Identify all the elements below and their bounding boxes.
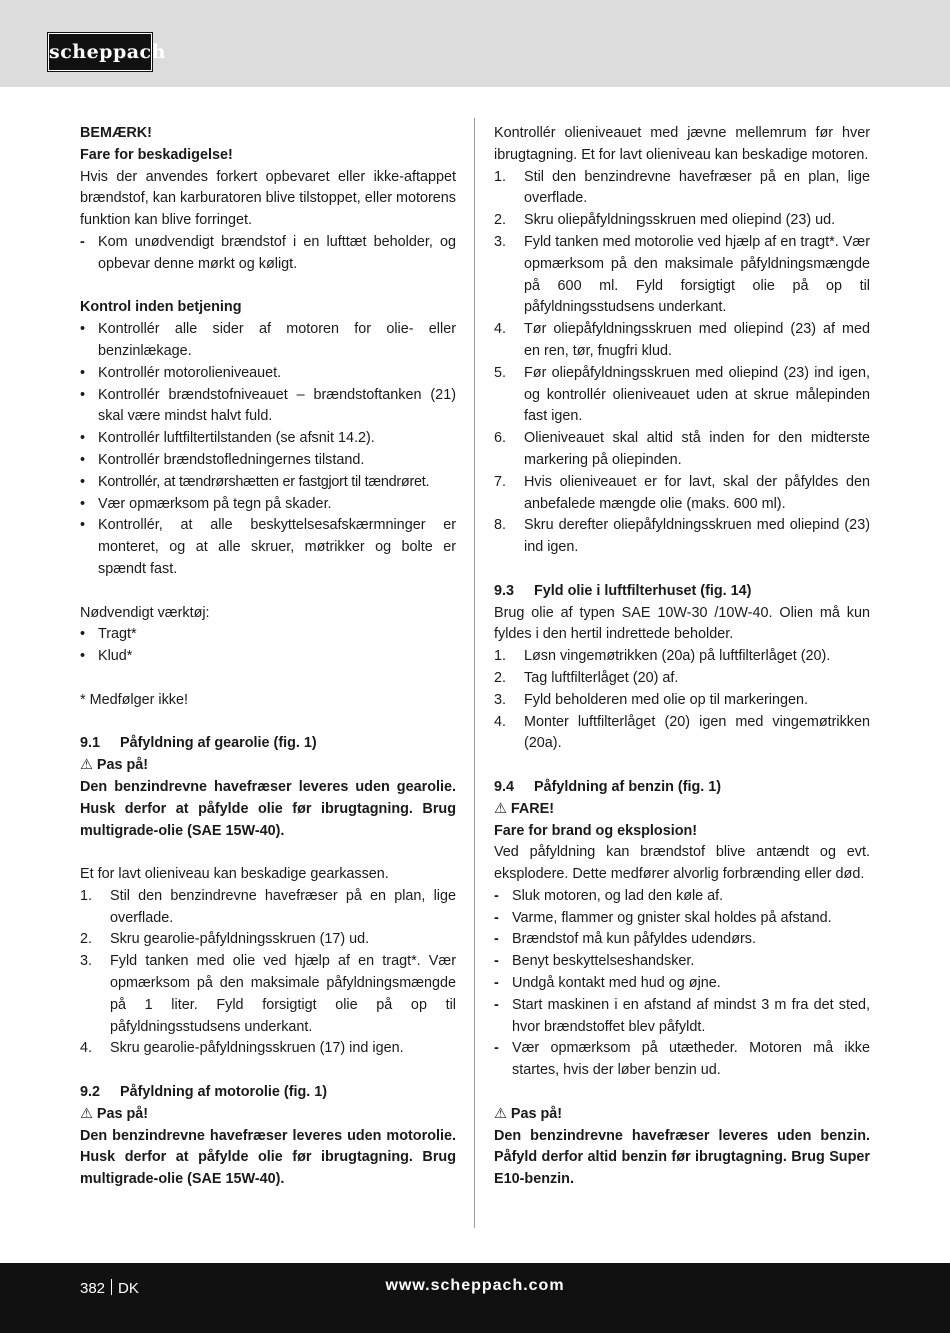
list-item: 7. Hvis olieniveauet er for lavt, skal der påfyldes den anbefalede mængde olie (maks. 600 ml). xyxy=(494,473,870,512)
list-item: - Sluk motoren, og lad den køle af. xyxy=(494,887,724,904)
list-item: 4. Tør oliepåfyldningsskruen med oliepind (23) af med en ren, tør, fnugfri klud. xyxy=(494,321,870,359)
section-heading: 9.2 Påfyldning af motorolie (fig. 1) xyxy=(80,1084,328,1101)
warning-triangle-icon: ⚠ xyxy=(494,1105,507,1122)
caution-text: Den benzindrevne havefræser leveres uden motorolie. Husk derfor at påfylde olie før ibrugtagning. Brug multigrade-olie (SAE 15W-40). xyxy=(80,1127,456,1188)
danger-label: ⚠ FARE! xyxy=(494,800,555,817)
notice-title: BEMÆRK! xyxy=(80,125,152,141)
list-item: - Kom unødvendigt brændstof i en lufttæt beholder, og opbevar denne mørkt og køligt. xyxy=(80,233,456,272)
notice-subtitle: Fare for beskadigelse! xyxy=(80,146,233,163)
list-item: 1. Stil den benzindrevne havefræser på en plan, lige overflade. xyxy=(80,887,456,926)
list-item: - Start maskinen i en afstand af mindst 3 m fra det sted, hvor brændstoffet blev påfyldt. xyxy=(494,996,870,1035)
list-item: - Varme, flammer og gnister skal holdes på afstand. xyxy=(494,909,832,926)
list-item: 5. Før oliepåfyldningsskruen med oliepind (23) ind igen, og kontrollér olieniveauet uden at skrue målepinden fast igen. xyxy=(494,364,870,425)
footnote: * Medfølger ikke! xyxy=(80,691,188,708)
section-heading: Kontrol inden betjening xyxy=(80,299,242,316)
section-heading: 9.1 Påfyldning af gearolie (fig. 1) xyxy=(80,735,317,752)
paragraph: Brug olie af typen SAE 10W-30 /10W-40. Olien må kun fyldes i den hertil indrettede beholder. xyxy=(494,604,870,643)
tools-title: Nødvendigt værktøj: xyxy=(80,604,210,621)
website-url: www.scheppach.com xyxy=(385,1277,565,1294)
caution-label: ⚠ Pas på! xyxy=(80,757,149,774)
list-item: • Kontrollér motorolieniveauet. xyxy=(80,364,282,381)
list-item: 2. Tag luftfilterlåget (20) af. xyxy=(494,669,679,686)
section-heading: 9.3 Fyld olie i luftfilterhuset (fig. 14) xyxy=(494,582,752,599)
list-item: • Kontrollér brændstofniveauet – brændstoftanken (21) skal være mindst halvt fuld. xyxy=(80,386,456,425)
list-item: 4. Skru gearolie-påfyldningsskruen (17) ind igen. xyxy=(80,1040,404,1057)
list-item: • Klud* xyxy=(80,648,133,665)
list-item: • Kontrollér luftfiltertilstanden (se afsnit 14.2). xyxy=(80,430,375,447)
language-code: DK xyxy=(118,1280,139,1297)
page-header xyxy=(0,0,950,87)
notice-text: Hvis der anvendes forkert opbevaret eller ikke-aftappet brændstof, kan karburatoren blive tilstoppet, eller motorens funktion kan blive forringet. xyxy=(80,168,456,229)
list-item: - Vær opmærksom på utætheder. Motoren må ikke startes, hvis der løber benzin ud. xyxy=(494,1040,870,1079)
paragraph: Et for lavt olieniveau kan beskadige gearkassen. xyxy=(80,866,389,883)
list-item: 6. Olieniveauet skal altid stå inden for den midterste markering på oliepinden. xyxy=(494,430,870,468)
paragraph: Ved påfyldning kan brændstof blive antændt og evt. eksplodere. Dette medfører alvorlig forbrænding eller død. xyxy=(494,844,870,883)
list-item: 3. Fyld tanken med olie ved hjælp af en tragt*. Vær opmærksom på den maksimale påfyldningsmængde på 1 liter. Fyld forsigtigt olie på op til påfyldningsstudsens underkant. xyxy=(80,953,456,1035)
list-item: - Benyt beskyttelseshandsker. xyxy=(494,953,695,970)
list-item: • Kontrollér, at tændrørshætten er fastgjort til tændrøret. xyxy=(80,473,430,490)
list-item: • Vær opmærksom på tegn på skader. xyxy=(80,495,332,512)
page-footer xyxy=(0,1263,950,1333)
left-column xyxy=(80,123,456,1191)
list-item: 2. Skru oliepåfyldningsskruen med oliepind (23) ud. xyxy=(494,212,836,229)
column-divider xyxy=(474,118,475,1228)
right-column xyxy=(494,123,870,1191)
warning-triangle-icon: ⚠ xyxy=(80,757,93,774)
caution-label: ⚠ Pas på! xyxy=(494,1105,563,1122)
list-item: 1. Løsn vingemøtrikken (20a) på luftfilterlåget (20). xyxy=(494,648,831,665)
danger-subtitle: Fare for brand og eksplosion! xyxy=(494,822,698,839)
paragraph: Kontrollér olieniveauet med jævne mellemrum før hver ibrugtagning. Et for lavt olieniveau kan beskadige motoren. xyxy=(494,125,870,163)
page-number: 382 DK xyxy=(80,1280,139,1297)
list-item: - Undgå kontakt med hud og øjne. xyxy=(494,975,721,992)
list-item: 2. Skru gearolie-påfyldningsskruen (17) ud. xyxy=(80,931,370,948)
list-item: 8. Skru derefter oliepåfyldningsskruen med oliepind (23) ind igen. xyxy=(494,517,870,556)
list-item: • Kontrollér brændstofledningernes tilstand. xyxy=(80,451,365,468)
caution-label: ⚠ Pas på! xyxy=(80,1105,149,1122)
list-item: 4. Monter luftfilterlåget (20) igen med vingemøtrikken (20a). xyxy=(494,713,870,752)
list-item: 3. Fyld beholderen med olie op til markeringen. xyxy=(494,691,808,708)
list-item: - Brændstof må kun påfyldes udendørs. xyxy=(494,931,756,948)
list-item: 1. Stil den benzindrevne havefræser på en plan, lige overflade. xyxy=(494,168,870,207)
list-item: • Kontrollér alle sider af motoren for olie- eller benzinlækage. xyxy=(80,321,456,359)
caution-text: Den benzindrevne havefræser leveres uden gearolie. Husk derfor at påfylde olie før ibrugtagning. Brug multigrade-olie (SAE 15W-40). xyxy=(80,778,456,839)
brand-logo: scheppach xyxy=(48,33,152,71)
list-item: 3. Fyld tanken med motorolie ved hjælp af en tragt*. Vær opmærksom på den maksimale påfyldningsmængde på 600 ml. Fyld forsigtigt olie på op til påfyldningsstudsens underkant. xyxy=(494,233,870,316)
warning-triangle-icon: ⚠ xyxy=(494,800,507,817)
caution-text: Den benzindrevne havefræser leveres uden benzin. Påfyld derfor altid benzin før ibrugtagning. Brug Super E10-benzin. xyxy=(494,1127,870,1188)
section-heading: 9.4 Påfyldning af benzin (fig. 1) xyxy=(494,778,722,795)
warning-triangle-icon: ⚠ xyxy=(80,1105,93,1122)
list-item: • Tragt* xyxy=(80,626,137,643)
list-item: • Kontrollér, at alle beskyttelsesafskærmninger er monteret, og at alle skruer, møtrikker og bolte er spændt fast. xyxy=(80,517,456,577)
